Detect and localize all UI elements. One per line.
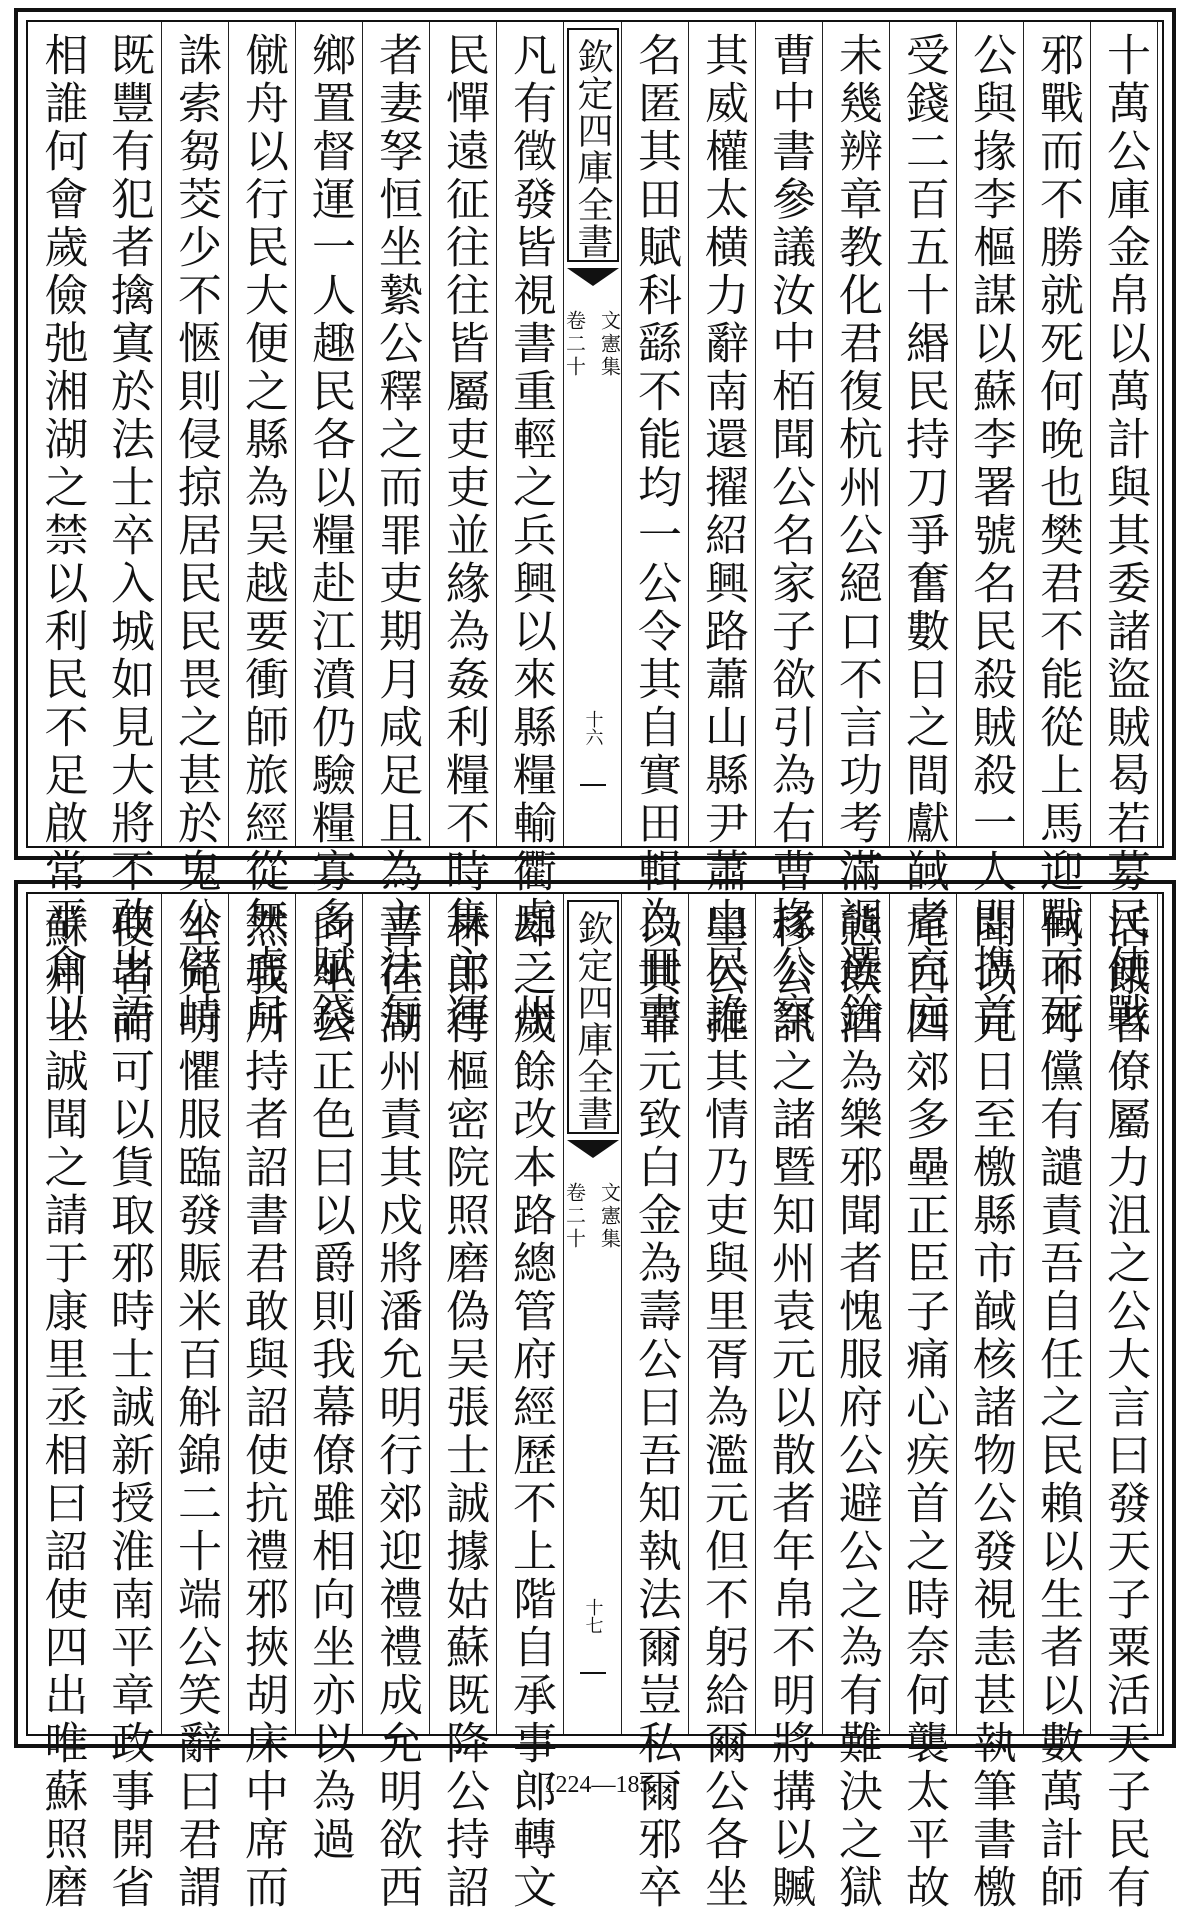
top-page-column xyxy=(957,22,1024,1040)
text-line: 態飲酒為樂邪聞者愧服府公避公之為有難決之獄 xyxy=(831,904,882,1912)
bottom-page-column xyxy=(756,894,823,1912)
volume-label: 卷二十 xyxy=(562,310,587,379)
text-line: 未幾辨章教化君復杭州公絕口不言功考滿調選銓 xyxy=(831,32,882,1040)
text-line: 凡有徵發皆視書重輕之兵興以來縣糧輸衢處二州 xyxy=(505,32,556,1040)
top-page-frame xyxy=(14,8,1176,1040)
bottom-page-column xyxy=(497,894,564,1912)
top-page-column xyxy=(95,22,162,1040)
text-line: 以其罪元致白金為壽公曰吾知執法爾豈私爾邪卒 xyxy=(630,904,681,1912)
bottom-page-column xyxy=(229,894,296,1912)
bottom-page-column xyxy=(689,894,756,1912)
text-line: 公與掾李樞謀以蘇李署號名民殺賊殺一人即擕首 xyxy=(965,32,1016,1040)
top-page-column xyxy=(162,22,229,1040)
top-page-column xyxy=(363,22,430,1040)
folio-number: 十六 xyxy=(582,710,604,746)
text-line: 墨公推其情乃吏與里胥為濫元但不躬給爾公各坐 xyxy=(697,904,748,1912)
bottom-page-column xyxy=(162,894,229,1912)
text-line: 蘇州士誠聞之請于康里丞相曰詔使四出唯蘇照磨 xyxy=(36,904,88,1912)
bottom-page-column xyxy=(28,894,95,1912)
text-line: 活餓者僚屬力沮之公大言曰發天子粟活天子民有 xyxy=(1099,904,1150,1912)
text-line: 尾曰四郊多壘正臣子痛心疾首之時奈何襲太平故 xyxy=(898,904,949,1912)
text-line: 林郎行樞密院照磨偽吴張士誠據姑蘇既降公持詔 xyxy=(438,904,489,1912)
text-line: 受錢二百五十緡民持刀爭奮數日之間獻馘者充庭 xyxy=(898,32,949,1040)
top-page-column xyxy=(1024,22,1091,1040)
text-line: 者妻孥恒坐縶公釋之而罪吏期月咸足且為立法每 xyxy=(371,32,422,1040)
text-line: 邪戰而不勝就死何晚也樊君不能從上馬迎戰而死 xyxy=(1032,32,1083,1040)
page-spine xyxy=(564,22,622,846)
top-page-column xyxy=(28,22,95,1040)
bottom-page-column xyxy=(622,894,689,1912)
text-line: 誅索芻茭少不愜則侵掠居民民畏之甚於鬼公儲峙 xyxy=(170,32,221,1040)
fish-tail-mark-icon xyxy=(567,1140,619,1158)
bottom-page-column xyxy=(363,894,430,1912)
top-page-text-area xyxy=(26,20,1164,1040)
collection-title: 文憲集 xyxy=(597,1182,622,1251)
text-line: 僦舟以行民大便之縣為吴越要衝師旅經從無虛月 xyxy=(237,32,288,1040)
bottom-page-column xyxy=(1091,894,1158,1912)
top-page-column xyxy=(689,22,756,1040)
bottom-page-column xyxy=(296,894,363,1864)
volume-label: 卷二十 xyxy=(562,1182,587,1251)
fish-tail-mark-icon xyxy=(567,268,619,286)
text-line: 向坐公正色曰以爵則我幕僚雖相向坐亦以為過 xyxy=(304,904,355,1864)
text-line: 書往湖州責其戍將潘允明行郊迎禮禮成允明欲西 xyxy=(371,904,422,1912)
library-title: 欽定四庫全書 xyxy=(567,900,619,1134)
page-spine xyxy=(564,894,622,1734)
top-page-column xyxy=(497,22,564,1040)
collection-title: 文憲集 xyxy=(597,310,622,379)
text-line: 何不可儻有譴責吾自任之民賴以生者以數萬計師 xyxy=(1032,904,1083,1912)
text-line: 名匿其田賦科繇不能均一公令其自實田輯為冊書 xyxy=(630,32,681,1040)
text-line: 却之歲餘改本路總管府經歷不上階自承事郎轉文 xyxy=(505,904,556,1912)
text-line: 移公訊之諸暨知州袁元以散者年帛不明將搆以贓 xyxy=(764,904,815,1912)
top-page-column xyxy=(1091,22,1158,1040)
divider xyxy=(580,784,606,786)
divider xyxy=(580,1672,606,1674)
bottom-page-column xyxy=(95,894,162,1912)
bottom-page-column xyxy=(1024,894,1091,1912)
bottom-page-column xyxy=(823,894,890,1912)
top-page-column xyxy=(823,22,890,1040)
text-line: 民憚遠征往往皆屬吏吏並緣為姦利糧不時集主運 xyxy=(438,32,489,1040)
text-line: 相誰何會歲儉弛湘湖之禁以利民不足啟常平倉以 xyxy=(36,32,88,1040)
text-line: 既豐有犯者擒寘於法士卒入城如見大將不敢出語 xyxy=(103,32,154,1040)
top-page-column xyxy=(890,22,957,1040)
top-page-column xyxy=(229,22,296,1040)
text-line: 使者而可以貨取邪時士誠新授淮南平章政事開省 xyxy=(103,904,154,1912)
text-line: 然我所持者詔書君敢與詔使抗禮邪挾胡床中席而 xyxy=(237,904,288,1912)
top-page-column xyxy=(622,22,689,1040)
library-title: 欽定四庫全書 xyxy=(567,28,619,262)
top-page-column xyxy=(296,22,363,1040)
folio-number: 十七 xyxy=(582,1598,604,1634)
text-line: 鄉置督運一人趣民各以糧赴江濆仍驗糧寡多賦錢 xyxy=(304,32,355,1040)
top-page-column xyxy=(430,22,497,1040)
page-number: 1224—185 xyxy=(543,1772,652,1798)
bottom-page-column xyxy=(430,894,497,1912)
bottom-page-column xyxy=(957,894,1024,1912)
top-page-column xyxy=(756,22,823,1040)
text-line: 十萬公庫金帛以萬計與其委諸盜賊曷若募民使戰 xyxy=(1099,32,1150,1040)
text-line: 坐允明懼服臨發賑米百斛錦二十端公笑辭曰君謂 xyxy=(170,904,221,1912)
bottom-page-column xyxy=(890,894,957,1912)
text-line: 聞以元日至檄縣市馘核諸物公發視恚甚執筆書檄 xyxy=(965,904,1016,1912)
text-line: 曹中書參議汝中栢聞公名家子欲引為右曹掾公察 xyxy=(764,32,815,1040)
text-line: 其威權太横力辭南還擢紹興路蕭山縣尹蕭山民詭 xyxy=(697,32,748,1040)
